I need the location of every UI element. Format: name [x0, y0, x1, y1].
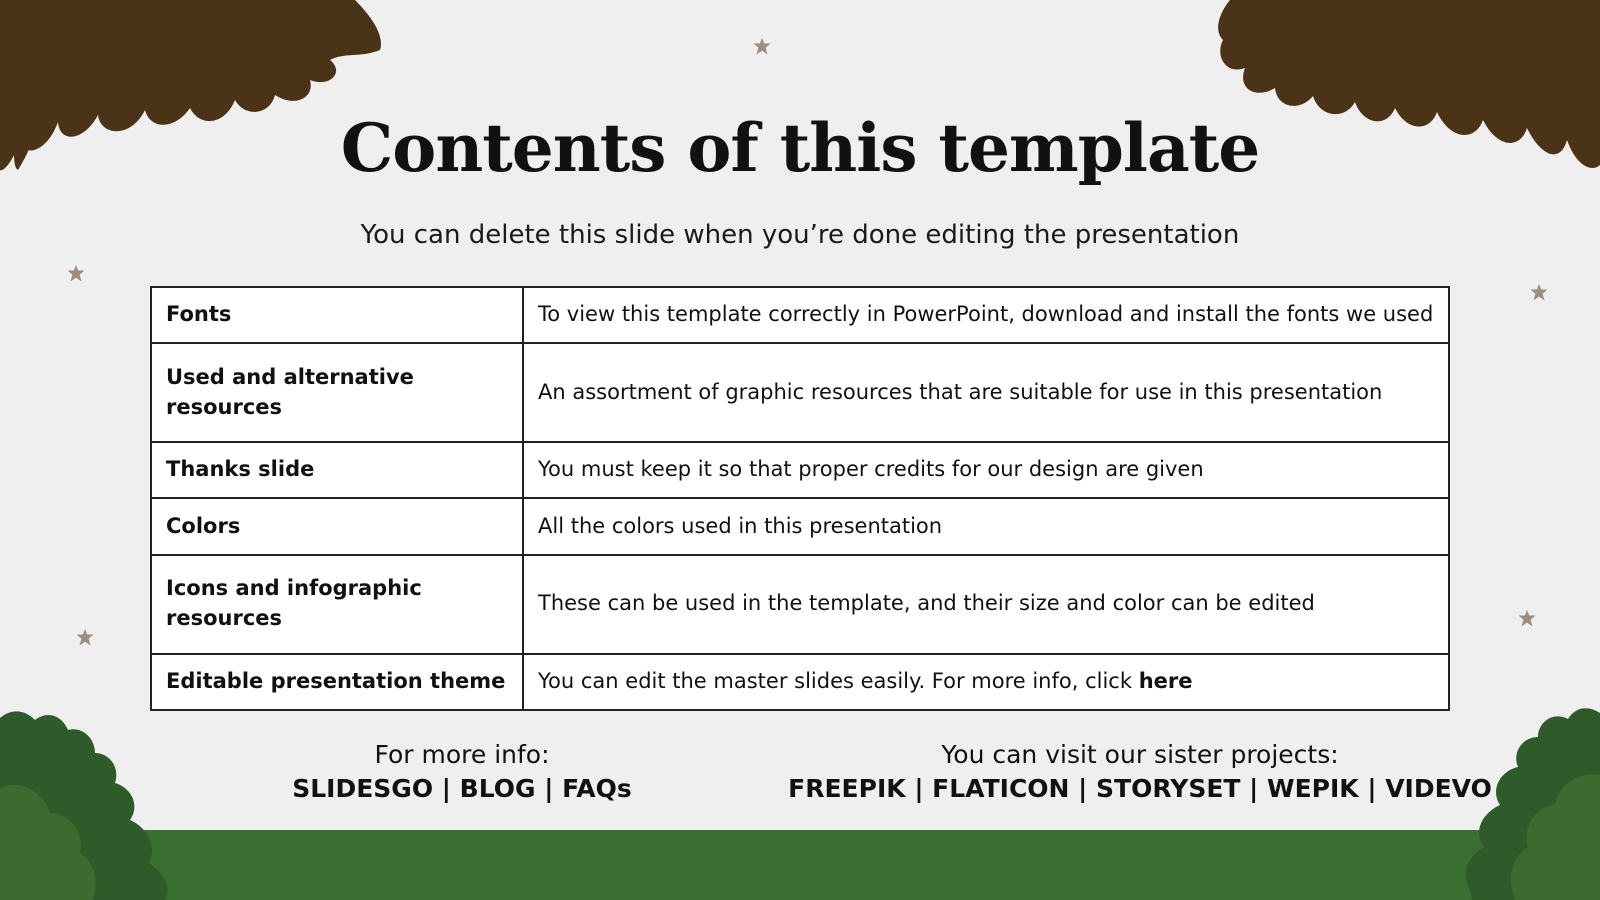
row-description: You must keep it so that proper credits for our design are given [523, 442, 1449, 498]
link-separator: | [535, 773, 563, 803]
row-description: These can be used in the template, and their size and color can be edited [523, 555, 1449, 654]
contents-table [150, 286, 1450, 711]
table-row [151, 287, 1449, 343]
star-icon [66, 264, 86, 284]
row-name: Colors [151, 498, 523, 554]
link-slidesgo[interactable]: SLIDESGO [292, 773, 434, 803]
row-name: Editable presentation theme [151, 654, 523, 710]
page-title: Contents of this template [340, 109, 1260, 187]
link-flaticon[interactable]: FLATICON [932, 773, 1070, 803]
link-videvo[interactable]: VIDEVO [1385, 773, 1492, 803]
link-faqs[interactable]: FAQs [562, 773, 632, 803]
star-icon [75, 628, 95, 648]
row-description [523, 654, 1449, 710]
table-row [151, 442, 1449, 498]
footer-sister-label: You can visit our sister projects: [941, 740, 1339, 769]
row-description-text: You can edit the master slides easily. For more info, click [538, 668, 1139, 693]
star-icon [1529, 283, 1549, 303]
ground [0, 830, 1600, 900]
footer-info [262, 738, 662, 806]
row-name: Icons and infographic resources [151, 555, 523, 654]
table-row [151, 654, 1449, 710]
footer-sister-projects [780, 738, 1500, 806]
table-row [151, 498, 1449, 554]
star-icon [752, 37, 772, 57]
link-storyset[interactable]: STORYSET [1096, 773, 1241, 803]
link-separator: | [905, 773, 933, 803]
link-separator: | [1358, 773, 1386, 803]
link-separator: | [1240, 773, 1267, 803]
link-wepik[interactable]: WEPIK [1267, 773, 1359, 803]
row-name: Used and alternative resources [151, 343, 523, 442]
page-subtitle: You can delete this slide when you’re done editing the presentation [360, 220, 1240, 250]
row-description: To view this template correctly in PowerPoint, download and install the fonts we used [523, 287, 1449, 343]
footer-sister-links [780, 772, 1500, 806]
footer-info-links [262, 772, 662, 806]
link-separator: | [433, 773, 460, 803]
star-icon [1517, 609, 1537, 629]
link-separator: | [1069, 773, 1097, 803]
table-row [151, 555, 1449, 654]
row-description: An assortment of graphic resources that are suitable for use in this presentation [523, 343, 1449, 442]
bush-icon [0, 708, 175, 900]
row-description: All the colors used in this presentation [523, 498, 1449, 554]
link-freepik[interactable]: FREEPIK [788, 773, 906, 803]
row-name: Fonts [151, 287, 523, 343]
here-link[interactable]: here [1138, 668, 1193, 693]
table-row [151, 343, 1449, 442]
row-name: Thanks slide [151, 442, 523, 498]
link-blog[interactable]: BLOG [459, 773, 536, 803]
footer-info-label: For more info: [374, 740, 550, 769]
